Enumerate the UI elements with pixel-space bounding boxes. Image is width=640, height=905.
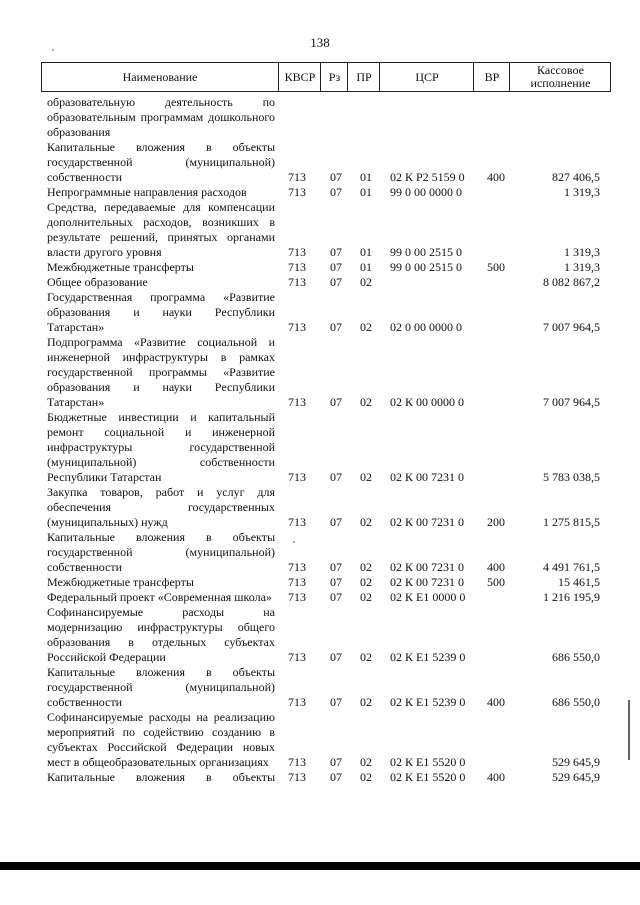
- table-row: [0, 770, 640, 785]
- row-csr: 02 К Е1 5239 0: [390, 650, 466, 664]
- row-pr: 02: [360, 275, 372, 289]
- row-rz: 07: [330, 650, 342, 664]
- row-name: Софинансируемые расходы на модернизацию инфраструктуры общего образования в отдельных субъектах Российской Федерации: [47, 605, 275, 664]
- table-row: [0, 530, 640, 575]
- row-name: Софинансируемые расходы на реализацию мероприятий по содействию созданию в субъектах Российской Федерации новых мест в общеобразовательных организациях: [47, 710, 275, 769]
- table-row: [0, 590, 640, 605]
- row-name: Межбюджетные трансферты: [47, 575, 194, 589]
- row-kvsr: 713: [288, 755, 306, 769]
- table-row: [0, 185, 640, 200]
- header-kvsr: КВСР: [278, 63, 321, 91]
- row-rz: 07: [330, 770, 342, 784]
- row-pr: 02: [360, 755, 372, 769]
- row-sum: 7 007 964,5: [543, 320, 600, 334]
- row-kvsr: 713: [288, 170, 306, 184]
- row-sum: 827 406,5: [552, 170, 600, 184]
- row-vr: 400: [487, 170, 505, 184]
- row-name: Федеральный проект «Современная школа»: [47, 590, 272, 604]
- header-sum: Кассовое исполнение: [509, 63, 611, 91]
- row-name: Непрограммные направления расходов: [47, 185, 247, 199]
- row-csr: 02 К Р2 5159 0: [390, 170, 465, 184]
- header-name: Наименование: [122, 69, 198, 84]
- row-kvsr: 713: [288, 590, 306, 604]
- row-vr: 500: [487, 575, 505, 589]
- row-name: Средства, передаваемые для компенсации дополнительных расходов, возникших в результате решений, принятых органами власти другого уровня: [47, 200, 275, 259]
- row-name: Государственная программа «Развитие образования и науки Республики Татарстан»: [47, 290, 275, 334]
- row-kvsr: 713: [288, 575, 306, 589]
- row-vr: 500: [487, 260, 505, 274]
- row-pr: 02: [360, 770, 372, 784]
- row-rz: 07: [330, 515, 342, 529]
- row-sum: 686 550,0: [552, 650, 600, 664]
- table-header: [41, 62, 611, 92]
- row-sum: 7 007 964,5: [543, 395, 600, 409]
- row-pr: 02: [360, 590, 372, 604]
- row-sum: 1 319,3: [564, 260, 600, 274]
- row-name: Подпрограмма «Развитие социальной и инженерной инфраструктуры в рамках государственной программы «Развитие образования и науки Республики Татарстан»: [47, 335, 275, 409]
- row-pr: 02: [360, 560, 372, 574]
- row-name: Бюджетные инвестиции и капитальный ремонт социальной и инженерной инфраструктуры государственной (муниципальной) собственности Республики Татарстан: [47, 410, 275, 484]
- row-kvsr: 713: [288, 260, 306, 274]
- row-csr: 02 К 00 7231 0: [390, 560, 465, 574]
- row-pr: 02: [360, 395, 372, 409]
- row-csr: 02 К 00 7231 0: [390, 470, 465, 484]
- row-pr: 02: [360, 320, 372, 334]
- row-sum: 686 550,0: [552, 695, 600, 709]
- row-csr: 02 К Е1 5239 0: [390, 695, 466, 709]
- row-csr: 02 К Е1 0000 0: [390, 590, 466, 604]
- table-row: [0, 575, 640, 590]
- row-vr: 200: [487, 515, 505, 529]
- table-row: [0, 275, 640, 290]
- table-body: [0, 95, 640, 785]
- row-name: Межбюджетные трансферты: [47, 260, 194, 274]
- row-rz: 07: [330, 395, 342, 409]
- row-rz: 07: [330, 275, 342, 289]
- row-sum: 529 645,9: [552, 755, 600, 769]
- row-kvsr: 713: [288, 515, 306, 529]
- row-name: образовательную деятельность по образовательным программам дошкольного образования: [47, 95, 275, 139]
- row-rz: 07: [330, 185, 342, 199]
- row-kvsr: 713: [288, 695, 306, 709]
- row-rz: 07: [330, 590, 342, 604]
- row-sum: 1 319,3: [564, 245, 600, 259]
- row-pr: 01: [360, 170, 372, 184]
- row-sum: 1 216 195,9: [543, 590, 600, 604]
- row-csr: 99 0 00 0000 0: [390, 185, 462, 199]
- row-name: Капитальные вложения в объекты государственной (муниципальной) собственности: [47, 665, 275, 709]
- table-row: [0, 200, 640, 260]
- table-row: [0, 710, 640, 770]
- row-sum: 15 461,5: [558, 575, 600, 589]
- scan-speck: [293, 541, 295, 543]
- row-name: Капитальные вложения в объекты государственной (муниципальной) собственности: [47, 530, 275, 574]
- row-sum: 1 319,3: [564, 185, 600, 199]
- row-rz: 07: [330, 470, 342, 484]
- header-rz: Рз: [320, 63, 348, 91]
- row-pr: 01: [360, 185, 372, 199]
- row-csr: 02 0 00 0000 0: [390, 320, 462, 334]
- row-sum: 8 082 867,2: [543, 275, 600, 289]
- table-row: [0, 605, 640, 665]
- header-csr: ЦСР: [379, 63, 474, 91]
- row-rz: 07: [330, 560, 342, 574]
- row-rz: 07: [330, 695, 342, 709]
- row-kvsr: 713: [288, 560, 306, 574]
- row-pr: 02: [360, 470, 372, 484]
- row-vr: 400: [487, 695, 505, 709]
- row-rz: 07: [330, 260, 342, 274]
- row-name: Закупка товаров, работ и услуг для обеспечения государственных (муниципальных) нужд: [47, 485, 275, 529]
- row-csr: 02 К 00 0000 0: [390, 395, 465, 409]
- row-pr: 01: [360, 260, 372, 274]
- row-name: Общее образование: [47, 275, 148, 289]
- table-row: [0, 335, 640, 410]
- row-csr: 02 К 00 7231 0: [390, 515, 465, 529]
- header-pr: ПР: [347, 63, 380, 91]
- row-kvsr: 713: [288, 275, 306, 289]
- row-pr: 02: [360, 650, 372, 664]
- header-vr: ВР: [473, 63, 510, 91]
- row-sum: 529 645,9: [552, 770, 600, 784]
- row-kvsr: 713: [288, 185, 306, 199]
- row-rz: 07: [330, 575, 342, 589]
- row-sum: 4 491 761,5: [543, 560, 600, 574]
- row-csr: 02 К Е1 5520 0: [390, 755, 466, 769]
- table-row: [0, 95, 640, 140]
- row-rz: 07: [330, 170, 342, 184]
- table-row: [0, 665, 640, 710]
- row-kvsr: 713: [288, 650, 306, 664]
- row-sum: 1 275 815,5: [543, 515, 600, 529]
- row-csr: 99 0 00 2515 0: [390, 260, 462, 274]
- page-number: 138: [310, 35, 330, 50]
- table-row: [0, 485, 640, 530]
- row-csr: 02 К 00 7231 0: [390, 575, 465, 589]
- row-vr: 400: [487, 770, 505, 784]
- table-row: [0, 140, 640, 185]
- row-kvsr: 713: [288, 470, 306, 484]
- row-pr: 02: [360, 695, 372, 709]
- row-csr: 99 0 00 2515 0: [390, 245, 462, 259]
- row-pr: 02: [360, 515, 372, 529]
- scan-edge-mark: [628, 700, 630, 760]
- row-rz: 07: [330, 755, 342, 769]
- scan-speck: [52, 49, 54, 51]
- row-kvsr: 713: [288, 320, 306, 334]
- table-row: [0, 410, 640, 485]
- scan-bottom-bar: [0, 862, 640, 870]
- row-kvsr: 713: [288, 770, 306, 784]
- row-sum: 5 783 038,5: [543, 470, 600, 484]
- row-pr: 01: [360, 245, 372, 259]
- table-row: [0, 260, 640, 275]
- row-rz: 07: [330, 320, 342, 334]
- row-kvsr: 713: [288, 395, 306, 409]
- row-rz: 07: [330, 245, 342, 259]
- row-name: Капитальные вложения в объекты государственной (муниципальной) собственности: [47, 140, 275, 184]
- row-name: Капитальные вложения в объекты: [47, 770, 275, 784]
- row-pr: 02: [360, 575, 372, 589]
- row-vr: 400: [487, 560, 505, 574]
- row-csr: 02 К Е1 5520 0: [390, 770, 466, 784]
- table-row: [0, 290, 640, 335]
- row-kvsr: 713: [288, 245, 306, 259]
